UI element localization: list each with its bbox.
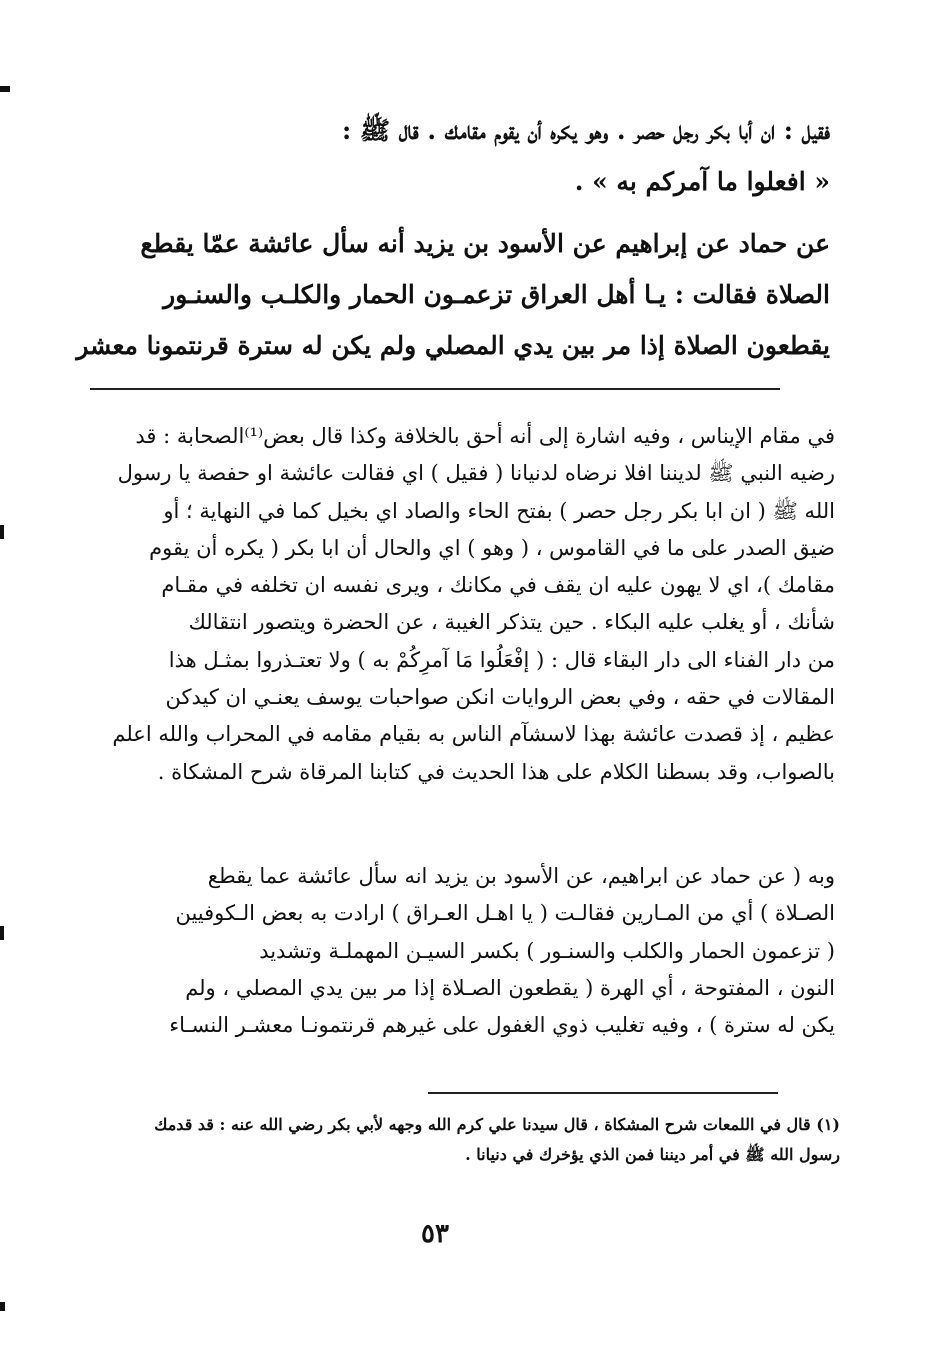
section-divider <box>90 388 780 390</box>
text-line: عظيم ، إذ قصدت عائشة بهذا لاسشآم الناس به بقيام مقامه في المحراب والله اعلم <box>112 722 835 747</box>
text-line: مقامك )، اي لا يهون عليه ان يقف في مكانك ، ويرى نفسه ان تخلفه في مقـام <box>161 573 835 598</box>
text-line: من دار الفناء الى دار البقاء قال : ( إفْعَلُوا مَا آمرِكُمْ به ) ولا تعتـذروا بمثـل هذا <box>168 647 835 672</box>
text-line: فقيل : ان أبا بكر رجل حصر . وهو يكره أن يقوم مقامك . قال ﷺ : <box>341 116 830 145</box>
main-text-paragraph-2 <box>60 218 830 371</box>
text-line: الصـلاة ) أي من المـارين فقالـت ( يا اهـل العـراق ) ارادت به بعض الـكوفيين <box>175 901 835 926</box>
text-line: بالصواب، وقد بسطنا الكلام على هذا الحديث في كتابنا المرقاة شرح المشكاة . <box>157 759 835 784</box>
text-line: عن حماد عن إبراهيم عن الأسود بن يزيد أنه سأل عائشة عمّا يقطع <box>140 229 830 258</box>
page-number: ٥٣ <box>421 1219 449 1249</box>
text-line: ( تزعمون الحمار والكلب والسنـور ) بكسر السيـن المهملـة وتشديد <box>259 938 835 963</box>
main-text-paragraph-1 <box>60 105 830 207</box>
text-line: شأنك ، أو يغلب عليه البكاء . حين يتذكر الغيبة ، عن الحضرة ويتصور انتقالك <box>188 610 835 635</box>
text-line: الله ﷺ ( ان ابا بكر رجل حصر ) بفتح الحاء والصاد اي بخيل كما في النهاية ؛ أو <box>163 498 835 523</box>
footnote-line: (١) قال في اللمعات شرح المشكاة ، قال سيدنا علي كرم الله وجهه لأبي بكر رضي الله عنه : قد قدمك <box>154 1115 840 1134</box>
footnote-line: رسول الله ﷺ في أمر ديننا فمن الذي يؤخرك في دنيانا . <box>465 1145 840 1164</box>
scan-edge-mark <box>0 1302 5 1311</box>
text-line: « افعلوا ما آمركم به » . <box>574 167 830 196</box>
commentary-paragraph-1 <box>60 418 835 791</box>
scan-edge-mark <box>0 86 10 92</box>
scan-edge-mark <box>0 926 4 940</box>
scan-edge-mark <box>0 525 4 539</box>
text-line: المقالات في حقه ، وفي بعض الروايات انكن صواحبات يوسف يعنـي ان كيدكن <box>165 685 835 710</box>
text-line: النون ، المفتوحة ، أي الهرة ( يقطعون الصـلاة إذا مر بين يدي المصلي ، ولم <box>185 975 835 1000</box>
footnote <box>60 1110 840 1170</box>
text-line: يقطعون الصلاة إذا مر بين يدي المصلي ولم يكن له سترة قرنتمونا معشر <box>76 331 830 360</box>
text-line: رضيه النبي ﷺ لديننا افلا نرضاه لدنيانا ( فقيل ) اي فقالت عائشة او حفصة يا رسول <box>117 461 835 486</box>
text-line: يكن له سترة ) ، وفيه تغليب ذوي الغفول على غيرهم قرنتمونـا معشـر النسـاء <box>169 1013 835 1038</box>
text-line: الصلاة فقالت : يـا أهل العراق تزعمـون الحمار والكلـب والسنـور <box>163 280 830 309</box>
text-line: في مقام الإيناس ، وفيه اشارة إلى أنه أحق بالخلافة وكذا قال بعض⁽¹⁾الصحابة : قد <box>135 424 835 448</box>
commentary-paragraph-2 <box>60 858 835 1044</box>
text-line: ضيق الصدر على ما في القاموس ، ( وهو ) اي والحال أن ابا بكر ( يكره أن يقوم <box>149 535 835 560</box>
footnote-divider <box>428 1092 778 1094</box>
text-line: وبه ( عن حماد عن ابراهيم، عن الأسود بن يزيد انه سأل عائشة عما يقطع <box>207 864 835 888</box>
